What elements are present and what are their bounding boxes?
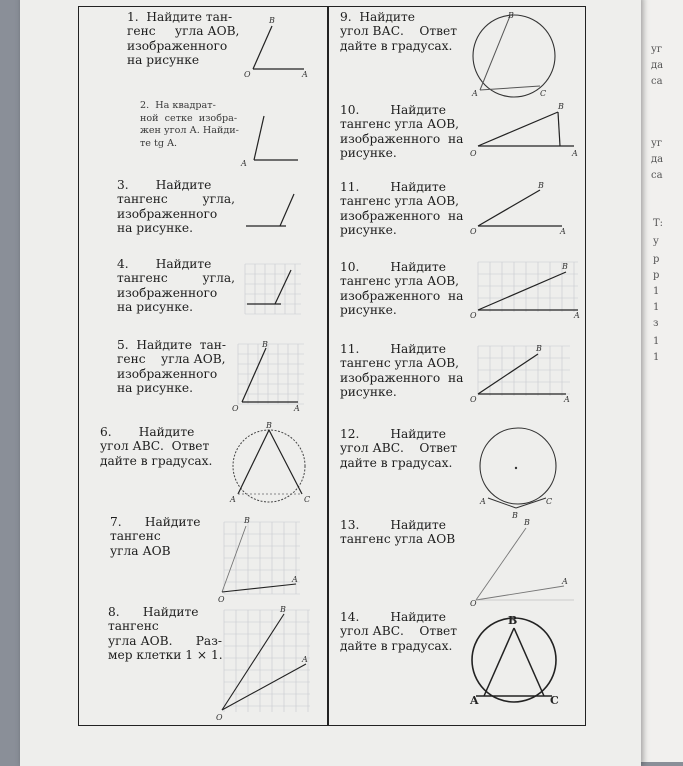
text-line: рисунке.	[340, 385, 397, 400]
vertex-label: O	[470, 149, 477, 158]
text-line: 13. Найдите	[340, 518, 446, 532]
figure-2	[238, 108, 318, 170]
text-line: 3. Найдите	[117, 178, 212, 192]
text-line: угол АВС. Ответ	[340, 624, 457, 639]
vertex-label: B	[508, 11, 514, 20]
vertex-label: O	[232, 404, 239, 413]
problem-2	[140, 100, 239, 150]
vertex-label: B	[536, 344, 542, 353]
text-line: 5. Найдите тан-	[117, 338, 226, 352]
text-line: тангенс	[110, 529, 161, 544]
next-page-edge	[641, 0, 683, 762]
text-line: 9. Найдите	[340, 10, 415, 24]
text-line: рисунке.	[340, 223, 397, 238]
text-line: 7. Найдите	[110, 515, 201, 529]
vertex-label: O	[470, 599, 477, 608]
text-line: 8. Найдите	[108, 605, 199, 619]
figure-5	[228, 338, 308, 418]
text-line: генс угла АОВ,	[127, 24, 240, 39]
text-line: тангенс	[108, 619, 159, 634]
vertex-label: B	[262, 340, 268, 349]
text-line: на рисунке.	[117, 300, 194, 315]
fragment: са	[651, 76, 663, 87]
figure-7	[214, 514, 306, 602]
vertex-label: A	[472, 89, 478, 98]
text-line: угол АВС. Ответ	[100, 439, 210, 454]
vertex-label: A	[292, 575, 298, 584]
fragment: уг	[651, 44, 663, 55]
vertex-label: C	[304, 495, 311, 504]
text-line: дайте в градусах.	[340, 38, 453, 53]
fragment: да	[651, 154, 664, 165]
vertex-label: A	[564, 395, 570, 404]
text-line: жен угол А. Найди-	[140, 125, 239, 137]
text-line: тангенс угла АОВ,	[340, 274, 460, 289]
text-line: на рисунке.	[117, 221, 194, 236]
text-line: тангенс угла,	[117, 192, 235, 207]
text-line: изображенного	[117, 285, 218, 300]
vertex-label: C	[550, 694, 559, 707]
vertex-label: O	[218, 595, 225, 604]
vertex-label: A	[302, 70, 308, 79]
vertex-label: A	[294, 404, 300, 413]
text-line: дайте в градусах.	[340, 638, 453, 653]
text-line: 10. Найдите	[340, 103, 446, 117]
text-line: дайте в градусах.	[100, 453, 213, 468]
text-line: мер клетки 1 × 1.	[108, 648, 223, 663]
vertex-label: A	[302, 655, 308, 664]
vertex-label: C	[546, 497, 553, 506]
problem-4	[117, 257, 235, 315]
vertex-label: B	[538, 181, 544, 190]
fragment: у	[653, 236, 659, 247]
text-line: тангенс угла АОВ,	[340, 117, 460, 132]
vertex-label: B	[266, 421, 272, 430]
problem-13	[340, 518, 455, 547]
text-line: ной сетке изобра-	[140, 112, 238, 124]
fragment: 1	[653, 302, 660, 313]
figure-10a	[466, 100, 582, 164]
column-divider	[327, 6, 329, 726]
vertex-label: O	[244, 70, 251, 79]
text-line: изображенного	[117, 206, 218, 221]
fragment: Т:	[653, 218, 664, 229]
vertex-label: A	[480, 497, 486, 506]
text-line: изображенного на	[340, 370, 464, 385]
text-line: рисунке.	[340, 303, 397, 318]
text-line: тангенс угла АОВ,	[340, 356, 460, 371]
text-line: 14. Найдите	[340, 610, 446, 624]
vertex-label: B	[512, 511, 518, 520]
text-line: 10. Найдите	[340, 260, 446, 274]
problem-10b	[340, 260, 463, 318]
fragment: да	[651, 60, 664, 71]
vertex-label: C	[540, 89, 547, 98]
vertex-label: B	[508, 614, 518, 627]
text-line: 4. Найдите	[117, 257, 212, 271]
vertex-label: A	[241, 159, 247, 168]
text-line: генс угла АОВ,	[117, 352, 226, 367]
text-line: на рисунке	[127, 53, 200, 68]
text-line: дайте в градусах.	[340, 455, 453, 470]
text-line: изображенного на	[340, 288, 464, 303]
problem-5	[117, 338, 226, 396]
vertex-label: A	[572, 149, 578, 158]
text-line: тангенс угла АОВ,	[340, 194, 460, 209]
figure-10b	[466, 256, 584, 322]
text-line: изображенного	[127, 38, 228, 53]
figure-13	[466, 516, 582, 608]
text-line: угла АОВ	[110, 543, 171, 558]
problem-12	[340, 427, 457, 470]
figure-4	[237, 258, 309, 320]
problem-9	[340, 10, 457, 53]
vertex-label: A	[574, 311, 580, 320]
fragment: уг	[651, 138, 663, 149]
vertex-label: B	[244, 516, 250, 525]
figure-14	[466, 610, 570, 714]
vertex-label: A	[470, 694, 479, 707]
vertex-label: B	[558, 102, 564, 111]
problem-10a	[340, 103, 463, 161]
fragment: р	[653, 270, 660, 281]
text-line: тангенс угла,	[117, 271, 235, 286]
vertex-label: O	[470, 395, 477, 404]
vertex-label: A	[562, 577, 568, 586]
fragment: 1	[653, 286, 660, 297]
vertex-label: B	[562, 262, 568, 271]
figure-3	[240, 188, 310, 233]
problem-14	[340, 610, 457, 653]
fragment: 1	[653, 352, 660, 363]
fragment: 1	[653, 336, 660, 347]
problem-8	[108, 605, 223, 663]
vertex-label: O	[470, 311, 477, 320]
problem-11b	[340, 342, 463, 400]
problem-6	[100, 425, 212, 468]
text-line: 12. Найдите	[340, 427, 446, 441]
vertex-label: B	[524, 518, 530, 527]
figure-11a	[466, 180, 576, 240]
problem-3	[117, 178, 235, 236]
vertex-label: A	[230, 495, 236, 504]
text-line: 1. Найдите тан-	[127, 10, 233, 24]
vertex-label: B	[269, 16, 275, 25]
text-line: тангенс угла АОВ	[340, 532, 456, 547]
text-line: 11. Найдите	[340, 342, 446, 356]
figure-12	[472, 420, 568, 520]
text-line: 6. Найдите	[100, 425, 195, 439]
text-line: изображенного	[117, 366, 218, 381]
vertex-label: O	[470, 227, 477, 236]
vertex-label: A	[560, 227, 566, 236]
fragment: з	[653, 318, 659, 329]
text-line: угол ВАС. Ответ	[340, 24, 457, 39]
figure-8	[212, 604, 312, 722]
problem-11a	[340, 180, 463, 238]
text-line: угла АОВ. Раз-	[108, 633, 222, 648]
figure-9	[466, 12, 566, 102]
problem-1	[127, 10, 239, 68]
text-line: 11. Найдите	[340, 180, 446, 194]
text-line: рисунке.	[340, 146, 397, 161]
vertex-label: B	[280, 605, 286, 614]
fragment: р	[653, 254, 660, 265]
text-line: на рисунке.	[117, 381, 194, 396]
text-line: те tg A.	[140, 137, 178, 149]
text-line: изображенного на	[340, 208, 464, 223]
text-line: 2. На квадрат-	[140, 100, 216, 111]
figure-1	[238, 14, 318, 84]
problem-7	[110, 515, 200, 558]
fragment: са	[651, 170, 663, 181]
figure-6	[224, 420, 316, 512]
text-line: угол АВС. Ответ	[340, 441, 457, 456]
text-line: изображенного на	[340, 131, 464, 146]
vertex-label: O	[216, 713, 223, 722]
figure-11b	[466, 340, 576, 406]
